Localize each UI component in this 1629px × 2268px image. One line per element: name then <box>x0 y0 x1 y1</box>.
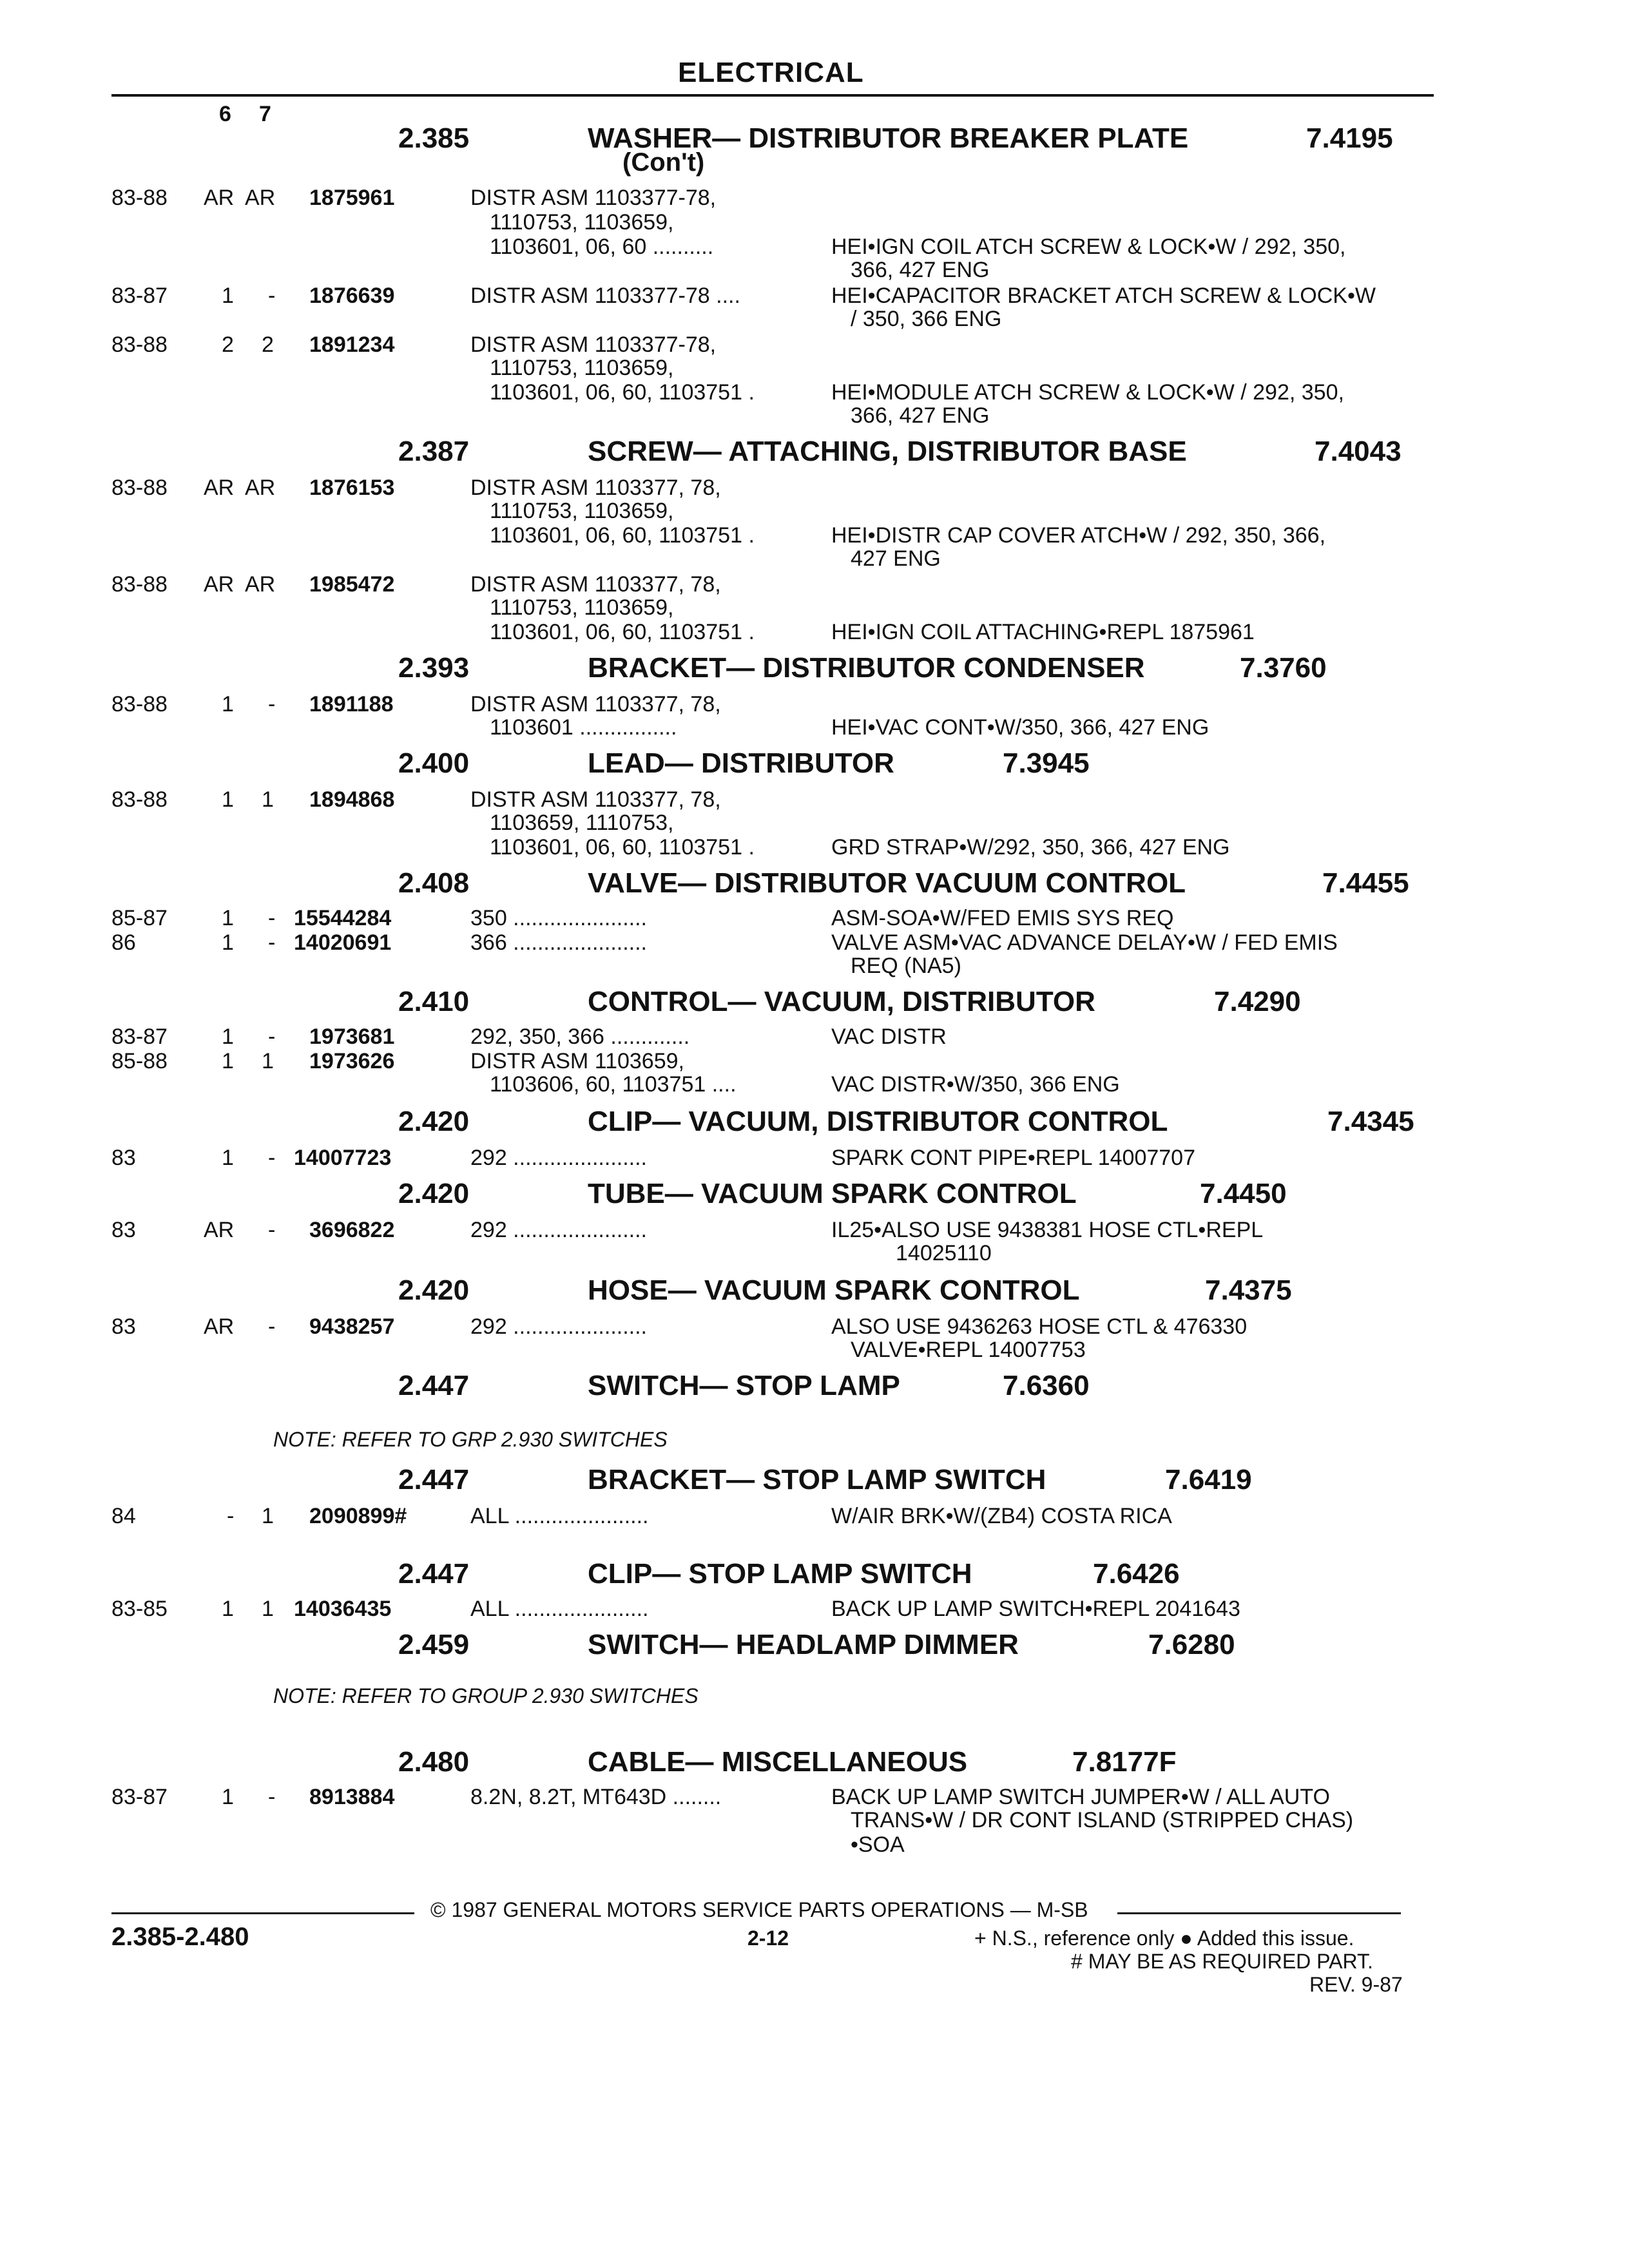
part-number: 8913884 <box>309 1785 395 1809</box>
description-line: 14025110 <box>896 1241 992 1265</box>
copyright-line: © 1987 GENERAL MOTORS SERVICE PARTS OPERATIONS — M-SB <box>430 1898 1088 1921</box>
row-qty-6: - <box>227 1504 235 1528</box>
part-number: 9438257 <box>309 1314 395 1339</box>
description-line: •SOA <box>851 1832 905 1857</box>
row-qty-6: 1 <box>222 1597 234 1621</box>
section-code: 7.4455 <box>1322 867 1409 899</box>
row-year: 83-87 <box>111 1024 168 1049</box>
page-range: 2.385-2.480 <box>111 1923 249 1951</box>
row-qty-6: AR <box>204 1218 235 1242</box>
section-name: SWITCH— STOP LAMP <box>588 1370 900 1401</box>
part-number: 14007723 <box>294 1146 392 1170</box>
description-line: HEI•MODULE ATCH SCREW & LOCK•W / 292, 350, <box>831 380 1344 405</box>
application-line: DISTR ASM 1103377-78 .... <box>470 284 740 308</box>
application-line: 366 ...................... <box>470 930 647 955</box>
row-qty-7: - <box>268 1024 276 1049</box>
description-line: 427 ENG <box>851 546 941 571</box>
row-qty-6: 1 <box>222 1049 234 1073</box>
application-line: 1110753, 1103659, <box>490 595 674 620</box>
part-number: 2090899# <box>309 1504 407 1528</box>
revision: REV. 9-87 <box>1309 1973 1403 1996</box>
row-qty-6: 1 <box>222 284 234 308</box>
application-line: 1103601, 06, 60, 1103751 . <box>490 620 755 644</box>
part-number: 1894868 <box>309 787 395 812</box>
section-note: NOTE: REFER TO GRP 2.930 SWITCHES <box>273 1428 668 1451</box>
part-number: 1876639 <box>309 284 395 308</box>
section-name: BRACKET— STOP LAMP SWITCH <box>588 1464 1046 1495</box>
section-name: HOSE— VACUUM SPARK CONTROL <box>588 1274 1080 1306</box>
description-line: HEI•IGN COIL ATCH SCREW & LOCK•W / 292, 350, <box>831 235 1346 259</box>
row-qty-7: - <box>268 930 276 955</box>
section-code: 7.4290 <box>1214 986 1301 1017</box>
application-line: 1103601, 06, 60, 1103751 . <box>490 835 755 860</box>
section-subtitle: (Con't) <box>622 148 705 177</box>
description-line: BACK UP LAMP SWITCH JUMPER•W / ALL AUTO <box>831 1785 1330 1809</box>
row-qty-7: - <box>268 1314 276 1339</box>
section-number: 2.420 <box>398 1274 470 1306</box>
section-code: 7.6360 <box>1003 1370 1090 1401</box>
part-number: 1875961 <box>309 186 395 210</box>
description-line: HEI•DISTR CAP COVER ATCH•W / 292, 350, 366, <box>831 523 1326 548</box>
application-line: 1103606, 60, 1103751 .... <box>490 1072 737 1097</box>
part-number: 1891188 <box>309 692 394 716</box>
application-line: 1103601, 06, 60 .......... <box>490 235 714 259</box>
row-qty-7: 1 <box>262 1504 274 1528</box>
description-line: BACK UP LAMP SWITCH•REPL 2041643 <box>831 1597 1240 1621</box>
row-year: 83 <box>111 1218 136 1242</box>
description-line: VAC DISTR•W/350, 366 ENG <box>831 1072 1120 1097</box>
description-line: VALVE•REPL 14007753 <box>851 1338 1086 1362</box>
part-number: 1973681 <box>309 1024 395 1049</box>
description-line: HEI•VAC CONT•W/350, 366, 427 ENG <box>831 715 1210 740</box>
header-rule <box>111 94 1434 97</box>
row-qty-7: - <box>268 1218 276 1242</box>
row-qty-6: 1 <box>222 1785 234 1809</box>
section-number: 2.459 <box>398 1629 470 1660</box>
description-line: W/AIR BRK•W/(ZB4) COSTA RICA <box>831 1504 1172 1528</box>
row-year: 83 <box>111 1314 136 1339</box>
section-number: 2.420 <box>398 1106 470 1137</box>
application-line: 1103601 ................ <box>490 715 677 740</box>
section-number: 2.447 <box>398 1370 470 1401</box>
legend-line-2: # MAY BE AS REQUIRED PART. <box>1071 1950 1373 1973</box>
application-line: 1110753, 1103659, <box>490 499 674 523</box>
section-name: LEAD— DISTRIBUTOR <box>588 747 894 779</box>
row-year: 83-88 <box>111 476 168 500</box>
section-code: 7.6419 <box>1165 1464 1252 1495</box>
row-year: 83-88 <box>111 787 168 812</box>
description-line: VALVE ASM•VAC ADVANCE DELAY•W / FED EMIS <box>831 930 1338 955</box>
row-year: 83-88 <box>111 332 168 357</box>
section-name: BRACKET— DISTRIBUTOR CONDENSER <box>588 652 1145 684</box>
application-line: 292 ...................... <box>470 1218 647 1242</box>
row-year: 86 <box>111 930 136 955</box>
application-line: DISTR ASM 1103377-78, <box>470 186 717 210</box>
section-number: 2.447 <box>398 1558 470 1590</box>
row-year: 83 <box>111 1146 136 1170</box>
row-year: 83-87 <box>111 284 168 308</box>
row-qty-7: AR <box>245 572 276 597</box>
application-line: 292 ...................... <box>470 1146 647 1170</box>
section-code: 7.4195 <box>1306 122 1393 154</box>
section-name: WASHER— DISTRIBUTOR BREAKER PLATE <box>588 122 1189 154</box>
section-number: 2.480 <box>398 1746 470 1778</box>
description-line: / 350, 366 ENG <box>851 307 1002 331</box>
section-name: SWITCH— HEADLAMP DIMMER <box>588 1629 1019 1660</box>
application-line: DISTR ASM 1103377, 78, <box>470 787 721 812</box>
application-line: 1103601, 06, 60, 1103751 . <box>490 523 755 548</box>
row-qty-7: - <box>268 1146 276 1170</box>
application-line: 8.2N, 8.2T, MT643D ........ <box>470 1785 722 1809</box>
row-qty-7: 1 <box>262 1049 274 1073</box>
section-name: CONTROL— VACUUM, DISTRIBUTOR <box>588 986 1095 1017</box>
description-line: IL25•ALSO USE 9438381 HOSE CTL•REPL <box>831 1218 1264 1242</box>
row-qty-6: 1 <box>222 692 234 716</box>
row-qty-6: AR <box>204 186 235 210</box>
row-qty-6: 1 <box>222 930 234 955</box>
section-code: 7.4043 <box>1315 436 1402 467</box>
row-qty-6: 1 <box>222 787 234 812</box>
section-code: 7.4375 <box>1205 1274 1292 1306</box>
row-qty-6: AR <box>204 1314 235 1339</box>
description-line: ALSO USE 9436263 HOSE CTL & 476330 <box>831 1314 1248 1339</box>
description-line: GRD STRAP•W/292, 350, 366, 427 ENG <box>831 835 1230 860</box>
row-qty-6: 2 <box>222 332 234 357</box>
section-name: VALVE— DISTRIBUTOR VACUUM CONTROL <box>588 867 1186 899</box>
row-year: 83-85 <box>111 1597 168 1621</box>
legend-line-1: + N.S., reference only ● Added this issue. <box>974 1927 1354 1950</box>
row-year: 83-88 <box>111 572 168 597</box>
application-line: DISTR ASM 1103377, 78, <box>470 476 721 500</box>
section-code: 7.6426 <box>1093 1558 1180 1590</box>
footer-rule-left <box>111 1912 414 1914</box>
row-year: 83-87 <box>111 1785 168 1809</box>
application-line: DISTR ASM 1103377, 78, <box>470 572 721 597</box>
application-line: 292 ...................... <box>470 1314 647 1339</box>
row-qty-7: 2 <box>262 332 274 357</box>
part-number: 1876153 <box>309 476 395 500</box>
section-number: 2.393 <box>398 652 470 684</box>
application-line: 1103659, 1110753, <box>490 811 674 835</box>
section-name: CLIP— VACUUM, DISTRIBUTOR CONTROL <box>588 1106 1168 1137</box>
section-number: 2.400 <box>398 747 470 779</box>
description-line: SPARK CONT PIPE•REPL 14007707 <box>831 1146 1196 1170</box>
column-header-6: 6 <box>219 102 231 126</box>
row-qty-7: - <box>268 906 276 930</box>
row-qty-6: AR <box>204 476 235 500</box>
section-code: 7.4450 <box>1200 1178 1287 1209</box>
row-qty-6: 1 <box>222 1146 234 1170</box>
row-year: 83-88 <box>111 186 168 210</box>
section-code: 7.3945 <box>1003 747 1090 779</box>
application-line: 1103601, 06, 60, 1103751 . <box>490 380 755 405</box>
application-line: DISTR ASM 1103377-78, <box>470 332 717 357</box>
section-number: 2.420 <box>398 1178 470 1209</box>
row-year: 84 <box>111 1504 136 1528</box>
application-line: 292, 350, 366 ............. <box>470 1024 690 1049</box>
section-number: 2.385 <box>398 122 470 154</box>
section-note: NOTE: REFER TO GROUP 2.930 SWITCHES <box>273 1684 699 1707</box>
section-number: 2.410 <box>398 986 470 1017</box>
row-year: 85-87 <box>111 906 168 930</box>
row-qty-7: - <box>268 1785 276 1809</box>
application-line: ALL ...................... <box>470 1504 649 1528</box>
description-line: 366, 427 ENG <box>851 258 990 282</box>
page-number: 2-12 <box>747 1927 789 1950</box>
row-qty-7: AR <box>245 476 276 500</box>
application-line: 1110753, 1103659, <box>490 210 674 235</box>
section-number: 2.447 <box>398 1464 470 1495</box>
row-year: 83-88 <box>111 692 168 716</box>
section-code: 7.8177F <box>1072 1746 1177 1778</box>
part-number: 1985472 <box>309 572 395 597</box>
application-line: DISTR ASM 1103659, <box>470 1049 684 1073</box>
part-number: 14020691 <box>294 930 392 955</box>
section-code: 7.6280 <box>1148 1629 1235 1660</box>
application-line: 1110753, 1103659, <box>490 356 674 380</box>
section-name: CABLE— MISCELLANEOUS <box>588 1746 968 1778</box>
section-name: SCREW— ATTACHING, DISTRIBUTOR BASE <box>588 436 1187 467</box>
description-line: 366, 427 ENG <box>851 403 990 428</box>
application-line: 350 ...................... <box>470 906 647 930</box>
part-number: 1973626 <box>309 1049 395 1073</box>
column-header-7: 7 <box>259 102 271 126</box>
section-code: 7.3760 <box>1240 652 1327 684</box>
description-line: VAC DISTR <box>831 1024 947 1049</box>
description-line: HEI•CAPACITOR BRACKET ATCH SCREW & LOCK•W <box>831 284 1376 308</box>
part-number: 3696822 <box>309 1218 395 1242</box>
application-line: DISTR ASM 1103377, 78, <box>470 692 721 716</box>
description-line: ASM-SOA•W/FED EMIS SYS REQ <box>831 906 1174 930</box>
row-qty-7: AR <box>245 186 276 210</box>
section-code: 7.4345 <box>1327 1106 1414 1137</box>
application-line: ALL ...................... <box>470 1597 649 1621</box>
description-line: REQ (NA5) <box>851 954 961 978</box>
part-number: 14036435 <box>294 1597 392 1621</box>
section-number: 2.408 <box>398 867 470 899</box>
row-qty-7: - <box>268 692 276 716</box>
section-name: CLIP— STOP LAMP SWITCH <box>588 1558 972 1590</box>
page-title: ELECTRICAL <box>678 57 864 88</box>
row-qty-7: 1 <box>262 787 274 812</box>
part-number: 15544284 <box>294 906 392 930</box>
description-line: TRANS•W / DR CONT ISLAND (STRIPPED CHAS) <box>851 1808 1354 1832</box>
row-qty-7: - <box>268 284 276 308</box>
description-line: HEI•IGN COIL ATTACHING•REPL 1875961 <box>831 620 1255 644</box>
section-name: TUBE— VACUUM SPARK CONTROL <box>588 1178 1077 1209</box>
part-number: 1891234 <box>309 332 395 357</box>
row-qty-6: 1 <box>222 906 234 930</box>
row-qty-6: AR <box>204 572 235 597</box>
row-qty-6: 1 <box>222 1024 234 1049</box>
row-year: 85-88 <box>111 1049 168 1073</box>
section-number: 2.387 <box>398 436 470 467</box>
footer-rule-right <box>1117 1912 1401 1914</box>
row-qty-7: 1 <box>262 1597 274 1621</box>
